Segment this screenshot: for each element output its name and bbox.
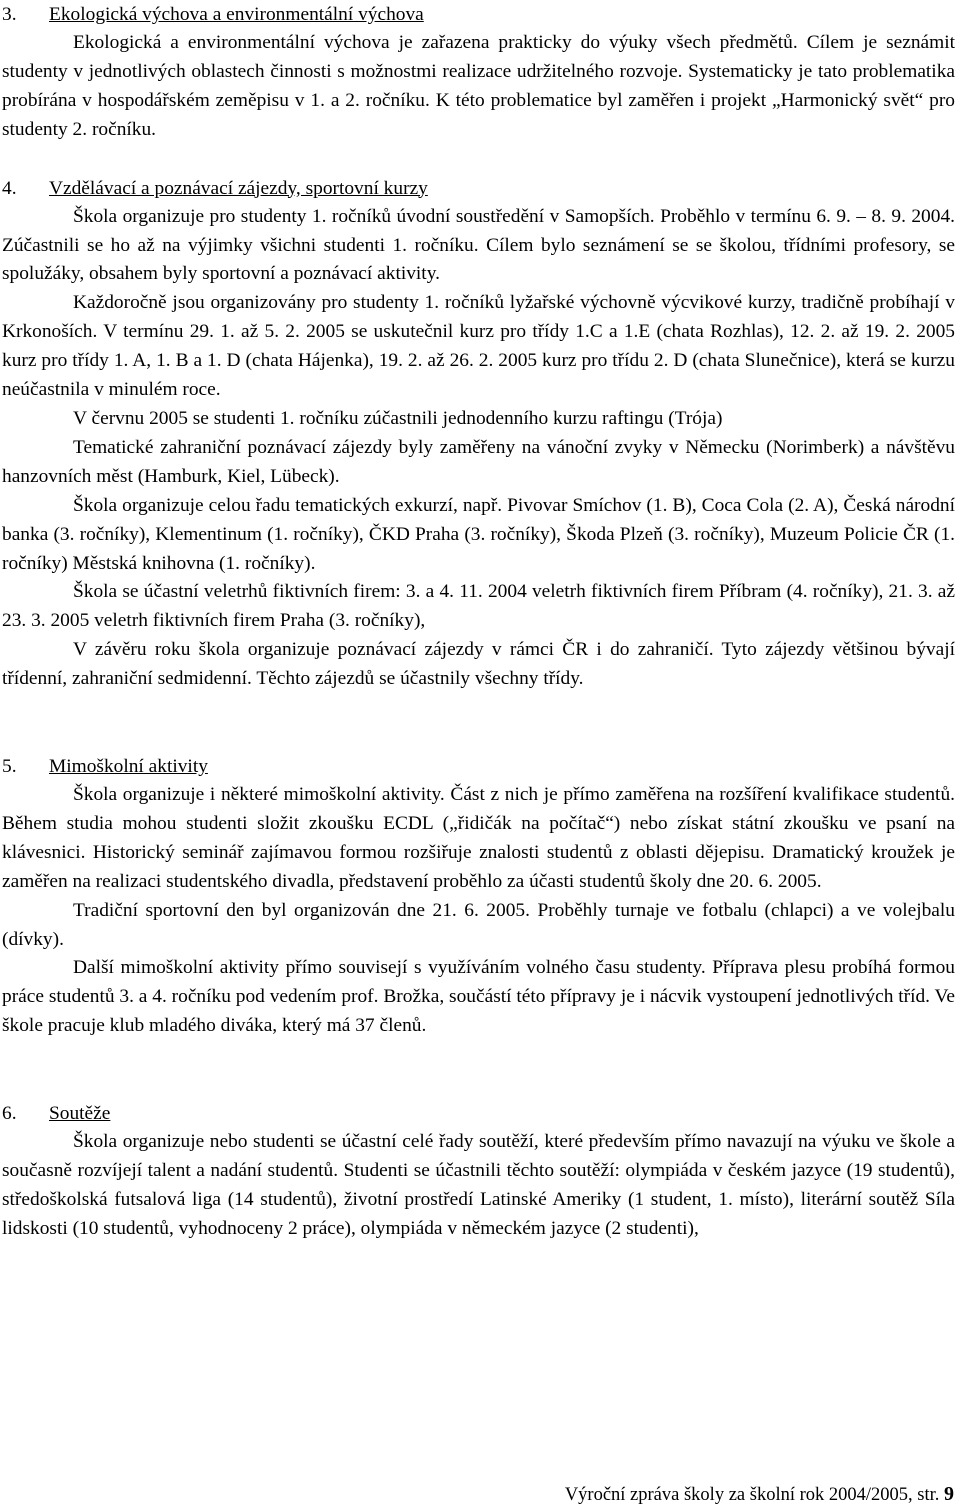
section-number: 6.	[2, 1103, 17, 1125]
paragraph: Škola organizuje nebo studenti se účastní celé řady soutěží, které především přímo navazují na výuku ve škole a současně rozvíjejí talent a nadání studentů. Studenti se účastnili těchto soutěží: olympiáda v českém jazyce (19 studentů), středoškolská futsalová liga (14 studentů), životní prostředí Latinské Ameriky (1 student, 1. místo), literární soutěž Síla lidskosti (10 studentů, vyhodnoceny 2 práce), olympiáda v německém jazyce (2 studenti),	[2, 1131, 955, 1239]
section-competitions	[2, 1099, 955, 1244]
paragraph: V červnu 2005 se studenti 1. ročníku zúčastnili jednodenního kurzu raftingu (Trója)	[73, 407, 723, 429]
paragraph: Každoročně jsou organizovány pro studenty 1. ročníků lyžařské výchovně výcvikové kurzy, tradičně probíhají v Krkonoších. V termínu 29. 1. až 5. 2. 2005 se uskutečnil kurz pro třídy 1.C a 1.E (chata Rozhlas), 12. 2. až 19. 2. 2005 kurz pro třídy 1. A, 1. B a 1. D (chata Hájenka), 19. 2. až 26. 2. 2005 kurz pro třídu 2. D (chata Slunečnice), která se kurzu neúčastnila v minulém roce.	[2, 292, 955, 401]
document-page	[2, 0, 955, 1244]
section-title: Ekologická výchova a environmentální výchova	[49, 4, 424, 25]
page-number: 9	[944, 1483, 954, 1505]
paragraph: V závěru roku škola organizuje poznávací zájezdy v rámci ČR i do zahraničí. Tyto zájezdy většinou bývají třídenní, zahraniční sedmidenní. Těchto zájezdů se účastnily všechny třídy.	[2, 639, 955, 690]
section-heading	[2, 752, 955, 781]
paragraph: Tradiční sportovní den byl organizován dne 21. 6. 2005. Proběhly turnaje ve fotbalu (chlapci) a ve volejbalu (dívky).	[2, 899, 955, 950]
spacer	[2, 694, 955, 752]
paragraph: Škola organizuje pro studenty 1. ročníků úvodní soustředění v Samopších. Proběhlo v termínu 6. 9. – 8. 9. 2004. Zúčastnili se ho až na výjimky všichni studenti 1. ročníku. Cílem bylo seznámení se se školou, třídními profesory, se spolužáky, obsahem byly sportovní a poznávací aktivity.	[2, 205, 955, 285]
section-trips	[2, 174, 955, 694]
section-number: 4.	[2, 177, 17, 199]
paragraph: Škola se účastní veletrhů fiktivních firem: 3. a 4. 11. 2004 veletrh fiktivních firem Příbram (4. ročníky), 21. 3. až 23. 3. 2005 veletrh fiktivních firem Praha (3. ročníky),	[2, 581, 955, 632]
spacer	[2, 1041, 955, 1099]
section-heading	[2, 1099, 955, 1128]
section-title: Vzdělávací a poznávací zájezdy, sportovní kurzy	[49, 177, 428, 199]
section-extracurricular	[2, 752, 955, 1041]
section-title: Mimoškolní aktivity	[49, 756, 208, 778]
footer-text: Výroční zpráva školy za školní rok 2004/2005, str.	[564, 1485, 944, 1505]
page-footer	[565, 1480, 954, 1509]
paragraph: Ekologická a environmentální výchova je zařazena prakticky do výuky všech předmětů. Cílem je seznámit studenty v jednotlivých oblastech činnosti s možnostmi realizace udržitelného rozvoje. Systematicky je tato problematika probírána v hospodářském zeměpisu v 1. a 2. ročníku. K této problematice byl zaměřen i projekt „Harmonický svět“ pro studenty 2. ročníku.	[2, 32, 955, 140]
section-number: 3.	[2, 4, 17, 25]
paragraph: Škola organizuje i některé mimoškolní aktivity. Část z nich je přímo zaměřena na rozšíření kvalifikace studentů. Během studia mohou studenti složit zkoušku ECDL („řidičák na počítač“) nebo získat státní zkoušku ve psaní na klávesnici. Historický seminář zajímavou formou rozšiřuje znalosti studentů z oblasti dějepisu. Dramatický kroužek je zaměřen na realizaci studentského divadla, představení proběhlo za účasti studentů školy dne 20. 6. 2005.	[2, 784, 955, 892]
section-heading	[2, 0, 955, 29]
section-heading	[2, 174, 955, 203]
section-ecology	[2, 0, 955, 145]
paragraph: Další mimoškolní aktivity přímo souvisejí s využíváním volného času studenty. Příprava plesu probíhá formou práce studentů 3. a 4. ročníku pod vedením prof. Brožka, součástí této přípravy je i nácvik vystoupení jednotlivých tříd. Ve škole pracuje klub mladého diváka, který má 37 členů.	[2, 957, 955, 1037]
spacer	[2, 145, 955, 174]
paragraph: Tematické zahraniční poznávací zájezdy byly zaměřeny na vánoční zvyky v Německu (Norimberk) a návštěvu hanzovních měst (Hamburk, Kiel, Lübeck).	[2, 436, 955, 487]
paragraph: Škola organizuje celou řadu tematických exkurzí, např. Pivovar Smíchov (1. B), Coca Cola (2. A), Česká národní banka (3. ročníky), Klementinum (1. ročníky), ČKD Praha (3. ročníky), Škoda Plzeň (3. ročníky), Muzeum Policie ČR (1. ročníky) Městská knihovna (1. ročníky).	[2, 494, 955, 574]
section-number: 5.	[2, 756, 17, 778]
section-title: Soutěže	[49, 1103, 111, 1125]
